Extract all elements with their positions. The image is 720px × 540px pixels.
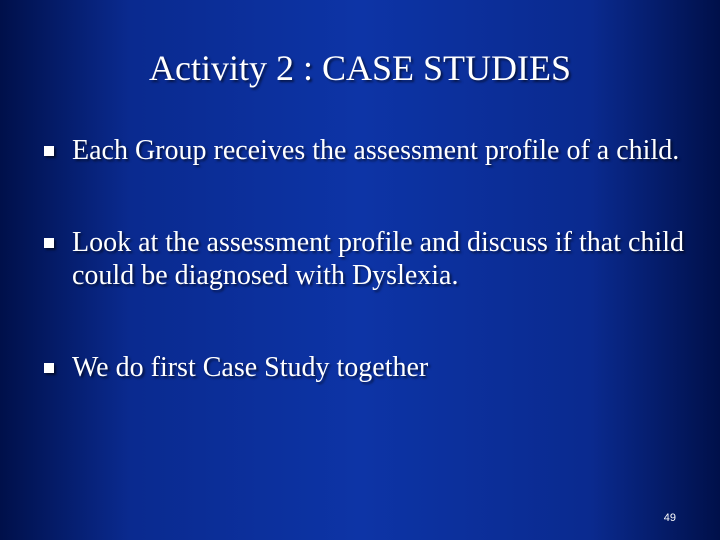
bullet-list bbox=[44, 134, 684, 384]
bullet-text: We do first Case Study together bbox=[72, 352, 429, 383]
bullet-item bbox=[44, 134, 684, 167]
page-number: 49 bbox=[663, 512, 676, 524]
bullet-item bbox=[44, 226, 684, 292]
square-bullet-icon bbox=[44, 238, 54, 248]
slide-title: Activity 2 : CASE STUDIES bbox=[148, 48, 571, 88]
bullet-item bbox=[44, 351, 684, 384]
bullet-text: Look at the assessment profile and discuss if that child could be diagnosed with Dyslexia. bbox=[72, 227, 684, 291]
bullet-text: Each Group receives the assessment profile of a child. bbox=[72, 135, 680, 166]
square-bullet-icon bbox=[44, 146, 54, 156]
square-bullet-icon bbox=[44, 363, 54, 373]
